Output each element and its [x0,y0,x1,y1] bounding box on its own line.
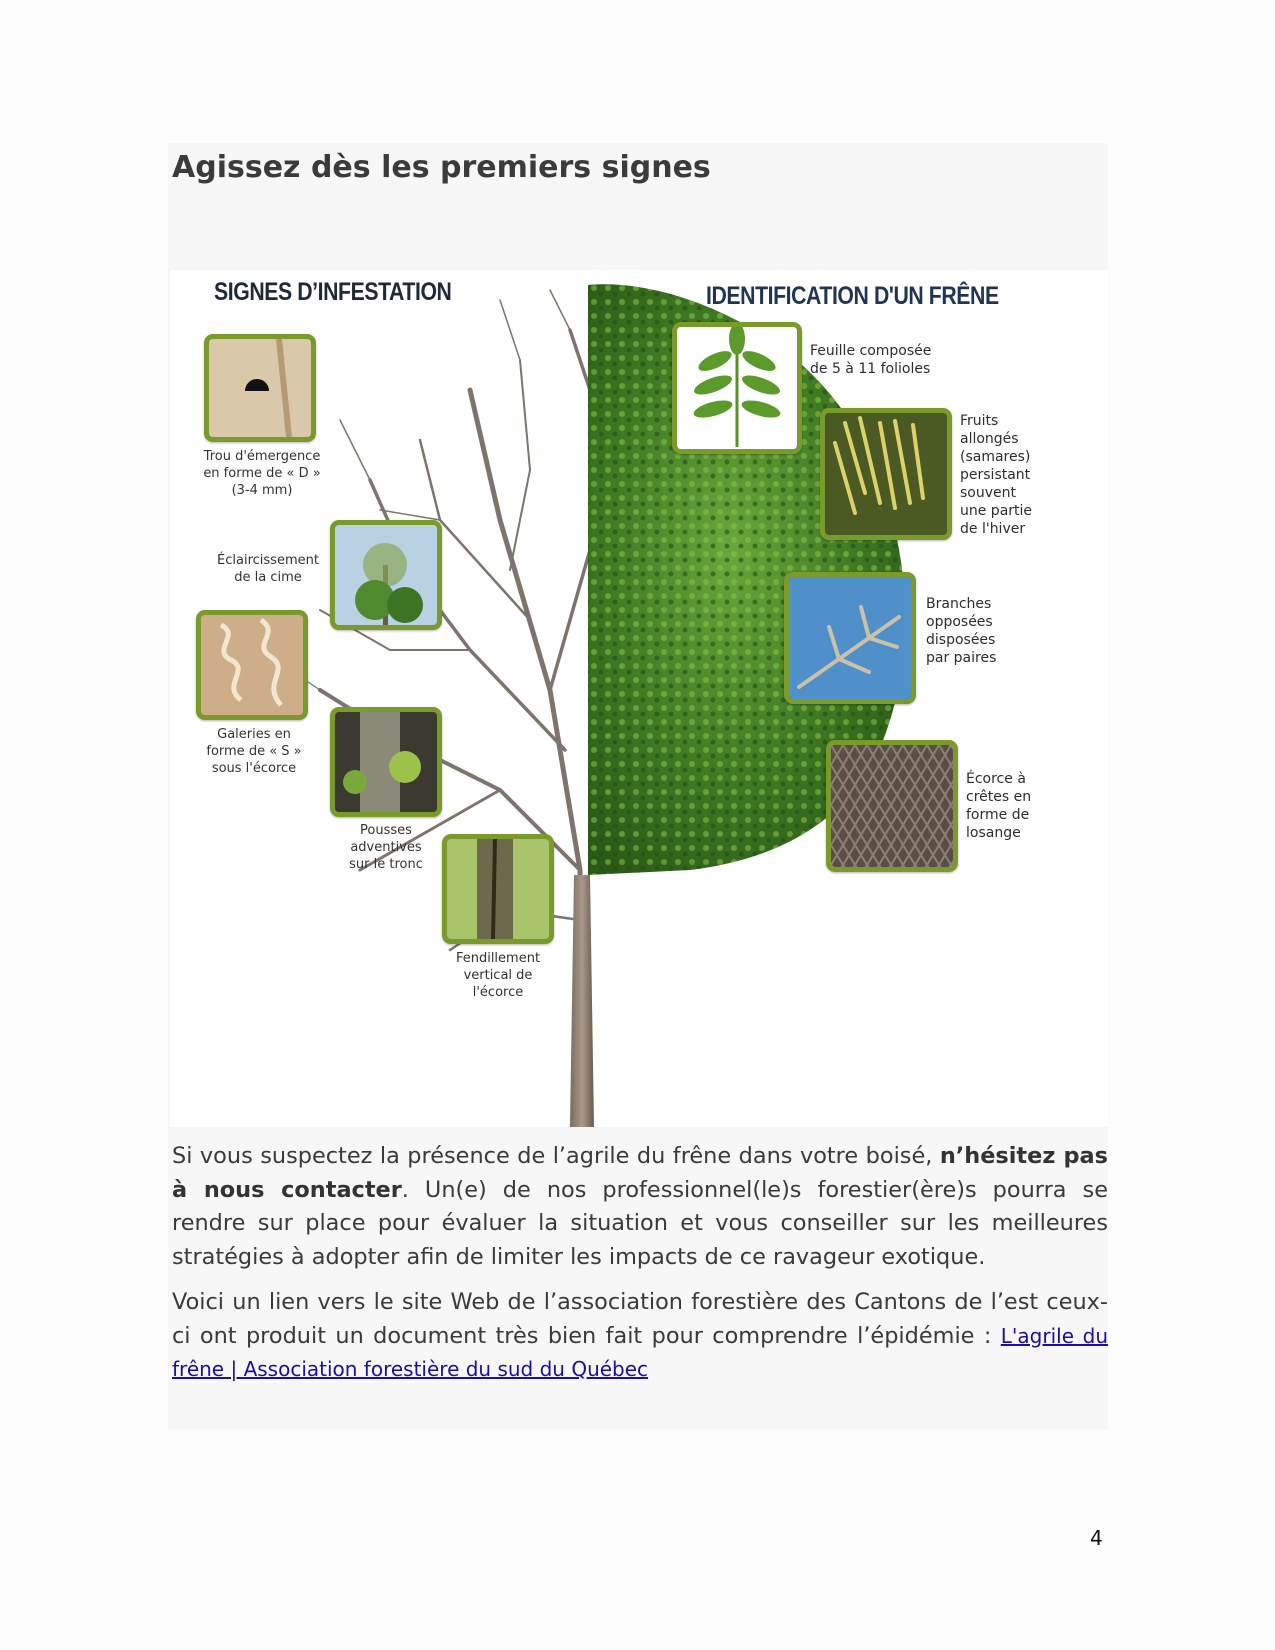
photo-s-galleries [196,610,308,720]
caption-compound-leaf: Feuille composée de 5 à 11 folioles [810,343,932,377]
photo-compound-leaf [672,322,802,454]
infestation-title: SIGNES D’INFESTATION [214,278,452,306]
contact-text-bold: n’hésitez pas à nous contacter [172,1143,1108,1203]
caption-emergence-hole: Trou d'émergence en forme de « D » (3-4 mm) [203,449,321,498]
association-document-link[interactable]: L'agrile du frêne | Association forestière du sud du Québec [172,1323,1108,1381]
caption-samaras: Fruits allongés (samares) persistant souvent une partie de l'hiver [960,413,1033,537]
caption-opposite-branches: Branches opposées disposées par paires [926,596,997,666]
contact-text-end: . Un(e) de nos professionnel(le)s forestier(ère)s pourra se rendre sur place pour évaluer la situation et vous conseiller sur les meilleures stratégies à adopter afin de limiter les impacts de ce ravageur exotique. [172,1176,1108,1270]
page-number: 4 [1090,1526,1103,1550]
contact-text-start: Si vous suspectez la présence de l’agrile du frêne dans votre boisé, [172,1143,940,1169]
photo-crown-thinning [330,520,442,630]
tree-trunk [570,875,594,1127]
photo-diamond-bark [826,740,958,872]
contact-paragraph [172,1140,1108,1274]
link-paragraph-text: Voici un lien vers le site Web de l’association forestière des Cantons de l’est ceux-ci ont produit un document très bien fait pour comprendre l’épidémie : [172,1289,1108,1349]
caption-s-galleries: Galeries en forme de « S » sous l'écorce [206,727,302,776]
photo-epicormic-shoots [330,707,442,817]
caption-crown-thinning: Éclaircissement de la cime [217,553,319,585]
ash-tree-infographic [170,270,1108,1127]
caption-epicormic-shoots: Pousses adventives sur le tronc [349,823,423,872]
photo-samaras [820,408,952,540]
photo-opposite-branches [784,572,916,704]
section-heading: Agissez dès les premiers signes [172,150,711,185]
caption-vertical-bark-split: Fendillement vertical de l'écorce [455,951,541,1000]
link-paragraph [172,1286,1108,1387]
photo-emergence-hole [204,334,316,442]
photo-vertical-bark-split [442,834,554,944]
caption-diamond-bark: Écorce à crêtes en forme de losange [966,771,1032,841]
identification-title: IDENTIFICATION D'UN FRÊNE [706,282,999,310]
